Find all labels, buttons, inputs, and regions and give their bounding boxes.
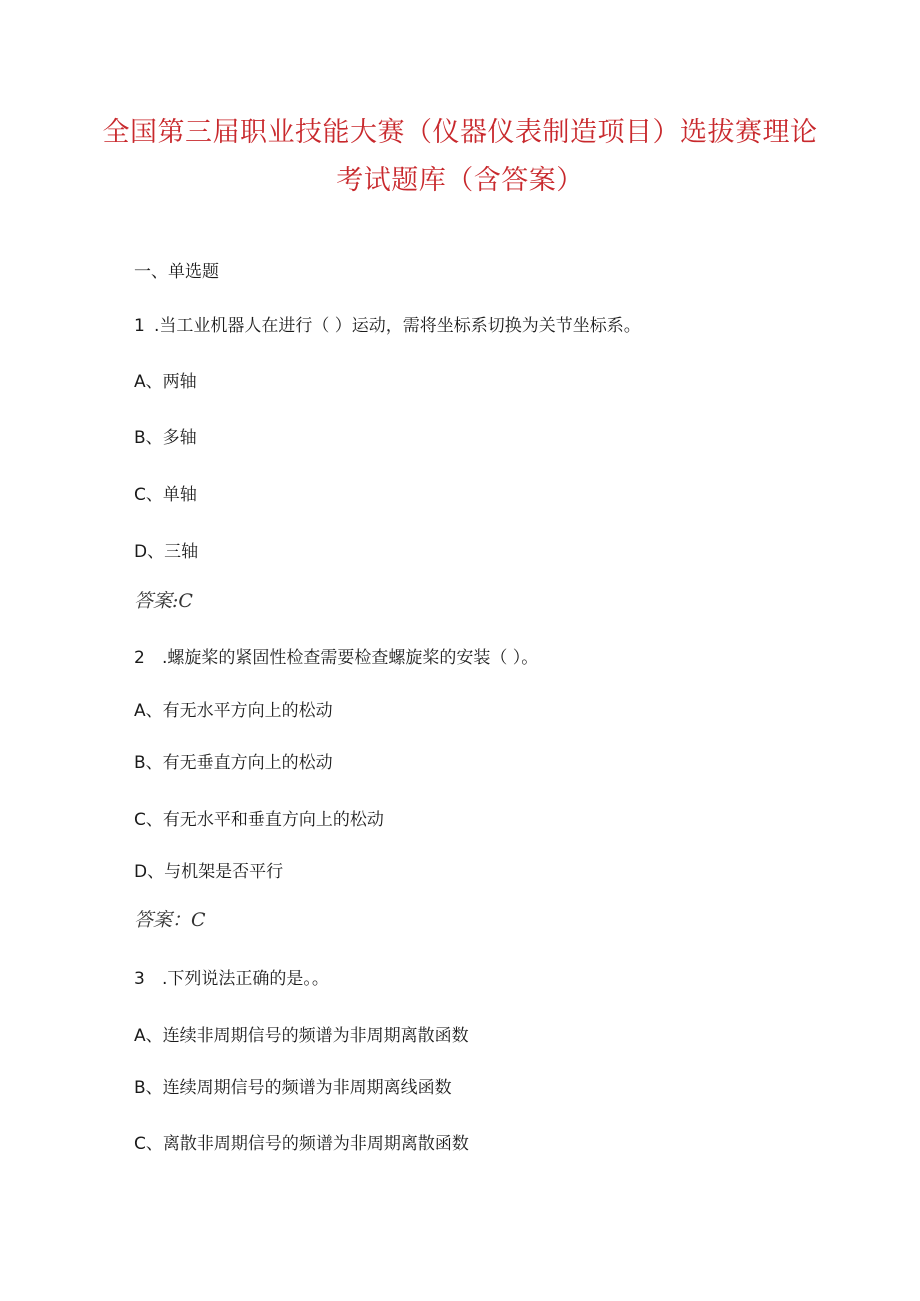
question-number: 3 bbox=[134, 969, 145, 989]
document-title-line-2: 考试题库（含答案） bbox=[336, 165, 584, 196]
question-number: 2 bbox=[134, 648, 145, 668]
question-2-option-c: C、有无水平和垂直方向上的松动 bbox=[134, 810, 384, 830]
question-2-answer: 答案：C bbox=[134, 909, 206, 931]
question-text: .当工业机器人在进行（ ）运动，需将坐标系切换为关节坐标系。 bbox=[154, 316, 641, 336]
question-2-option-a: A、有无水平方向上的松动 bbox=[134, 701, 333, 721]
question-3-option-b: B、连续周期信号的频谱为非周期离线函数 bbox=[134, 1078, 452, 1098]
question-3-option-a: A、连续非周期信号的频谱为非周期离散函数 bbox=[134, 1026, 469, 1046]
question-2 bbox=[134, 643, 538, 668]
document-title-line-1: 全国第三届职业技能大赛（仪器仪表制造项目）选拔赛理论 bbox=[102, 117, 818, 148]
section-heading: 一、单选题 bbox=[134, 262, 219, 282]
question-1 bbox=[134, 311, 641, 336]
question-1-option-b: B、多轴 bbox=[134, 428, 197, 448]
question-2-option-d: D、与机架是否平行 bbox=[134, 862, 284, 882]
question-3-option-c: C、离散非周期信号的频谱为非周期离散函数 bbox=[134, 1134, 469, 1154]
question-number: 1 bbox=[134, 316, 145, 336]
question-1-option-a: A、两轴 bbox=[134, 372, 197, 392]
question-3 bbox=[134, 964, 329, 989]
question-text: .下列说法正确的是。。 bbox=[162, 969, 329, 989]
question-1-answer: 答案:C bbox=[134, 590, 193, 612]
question-1-option-d: D、三轴 bbox=[134, 542, 199, 562]
question-1-option-c: C、单轴 bbox=[134, 485, 197, 505]
question-2-option-b: B、有无垂直方向上的松动 bbox=[134, 753, 333, 773]
question-text: .螺旋桨的紧固性检查需要检查螺旋桨的安装（ ）。 bbox=[162, 648, 539, 668]
